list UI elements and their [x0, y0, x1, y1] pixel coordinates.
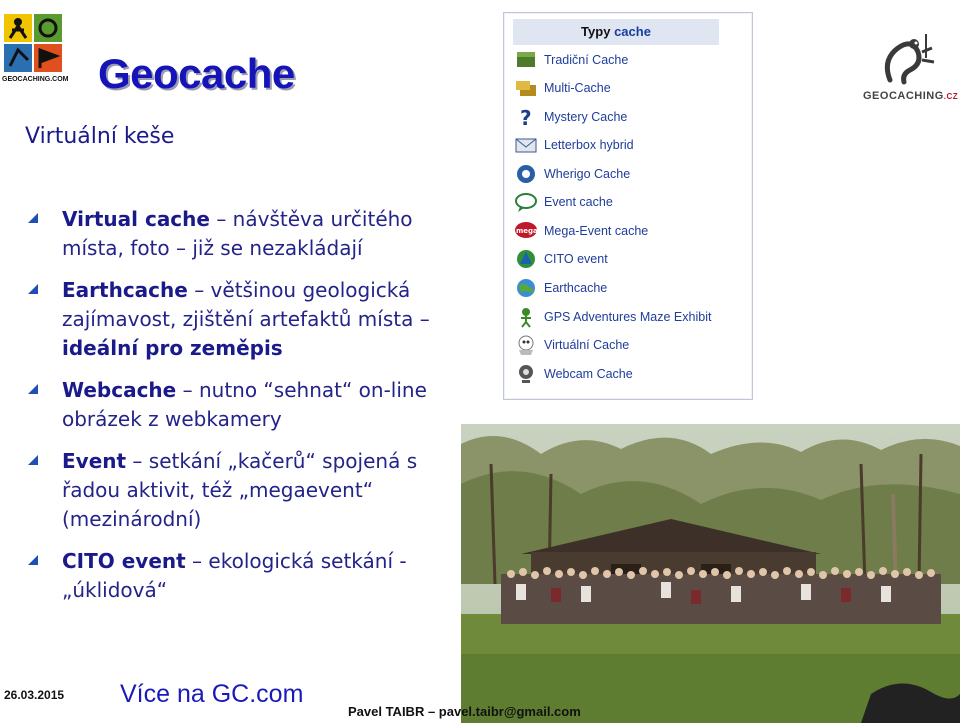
cache-type-traditional[interactable]	[514, 47, 628, 73]
bullet-arrow-icon	[28, 555, 38, 565]
cache-type-label: Webcam Cache	[544, 367, 633, 381]
bullet-text: – většinou geologická zajímavost, zjištění artefaktů místa –	[62, 278, 430, 331]
earthcache-icon	[514, 277, 538, 299]
event-icon	[514, 191, 538, 213]
bullet-text: – setkání „kačerů“ spojená s řadou aktivit, též „megaevent“ (mezinárodní)	[62, 449, 418, 531]
page-subtitle: Virtuální keše	[25, 124, 175, 149]
wherigo-icon	[514, 163, 538, 185]
webcam-icon	[514, 363, 538, 385]
cito-icon	[514, 248, 538, 270]
list-item	[28, 205, 468, 263]
list-item	[28, 376, 468, 434]
more-info-link[interactable]: Více na GC.com	[120, 680, 304, 708]
list-item	[28, 447, 468, 534]
virtual-cache-icon	[514, 334, 538, 356]
cache-type-label: Mystery Cache	[544, 110, 628, 124]
cache-type-label: Earthcache	[544, 281, 608, 295]
cache-type-label: CITO event	[544, 252, 608, 266]
bullet-arrow-icon	[28, 384, 38, 394]
mystery-cache-icon	[514, 106, 538, 128]
bullet-arrow-icon	[28, 213, 38, 223]
cache-type-label: Letterbox hybrid	[544, 138, 634, 152]
letterbox-icon	[514, 134, 538, 156]
logo-caption: GEOCACHING.COM	[2, 76, 69, 83]
wordmark-text: GEOCACHING	[863, 90, 944, 102]
bullet-text: – ekologická setkání - „úklidová“	[62, 549, 407, 602]
bullet-term: Earthcache	[62, 278, 188, 302]
traditional-cache-icon	[514, 49, 538, 71]
panel-header-prefix: Typy	[581, 24, 611, 39]
panel-header-suffix: cache	[614, 24, 651, 39]
cache-type-webcam[interactable]	[514, 361, 633, 387]
cache-type-label: Wherigo Cache	[544, 167, 631, 181]
cache-type-multi[interactable]	[514, 75, 611, 101]
cache-type-letterbox[interactable]	[514, 132, 634, 158]
bullet-term: Virtual cache	[62, 207, 210, 231]
cache-type-earthcache[interactable]	[514, 275, 607, 301]
geocaching-com-logo	[2, 10, 69, 90]
cache-type-label: GPS Adventures Maze Exhibit	[544, 310, 712, 324]
cache-type-mystery[interactable]	[514, 104, 627, 130]
cache-types-panel	[503, 12, 753, 400]
bullet-term: Event	[62, 449, 127, 473]
cache-type-label: Mega-Event cache	[544, 224, 649, 238]
cache-type-event[interactable]	[514, 189, 613, 215]
cache-type-mega-event[interactable]	[514, 218, 648, 244]
cache-type-cito[interactable]	[514, 246, 608, 272]
bullet-arrow-icon	[28, 284, 38, 294]
cache-type-label: Tradiční Cache	[544, 53, 629, 67]
bullet-term: Webcache	[62, 378, 177, 402]
slide-date: 26.03.2015	[4, 688, 65, 702]
author-footer: Pavel TAIBR – pavel.taibr@gmail.com	[348, 704, 581, 719]
bullet-arrow-icon	[28, 455, 38, 465]
bullet-text: – nutno “sehnat“ on-line obrázek z webkamery	[62, 378, 427, 431]
bullet-text: – návštěva určitého místa, foto – již se nezakládají	[62, 207, 413, 260]
bullet-list	[28, 205, 468, 618]
svg-text:mega: mega	[516, 227, 538, 235]
mega-event-icon	[514, 220, 538, 242]
cache-type-label: Multi-Cache	[544, 81, 611, 95]
multi-cache-icon	[514, 77, 538, 99]
geocaching-cz-wordmark	[863, 90, 958, 102]
page-title: Geocache	[98, 50, 295, 97]
cache-type-label: Event cache	[544, 195, 613, 209]
list-item	[28, 547, 468, 605]
svg-text:?: ?	[520, 106, 532, 128]
bullet-term-emphasis: ideální pro zeměpis	[62, 336, 283, 360]
maze-icon	[514, 306, 538, 328]
cache-type-label: Virtuální Cache	[544, 338, 630, 352]
wordmark-suffix: .CZ	[943, 92, 959, 101]
cache-type-wherigo[interactable]	[514, 161, 630, 187]
cache-type-maze[interactable]	[514, 304, 711, 330]
bullet-term: CITO event	[62, 549, 186, 573]
event-group-photo	[461, 424, 960, 723]
panel-header	[513, 19, 719, 45]
cache-type-virtual[interactable]	[514, 332, 629, 358]
list-item	[28, 276, 468, 363]
